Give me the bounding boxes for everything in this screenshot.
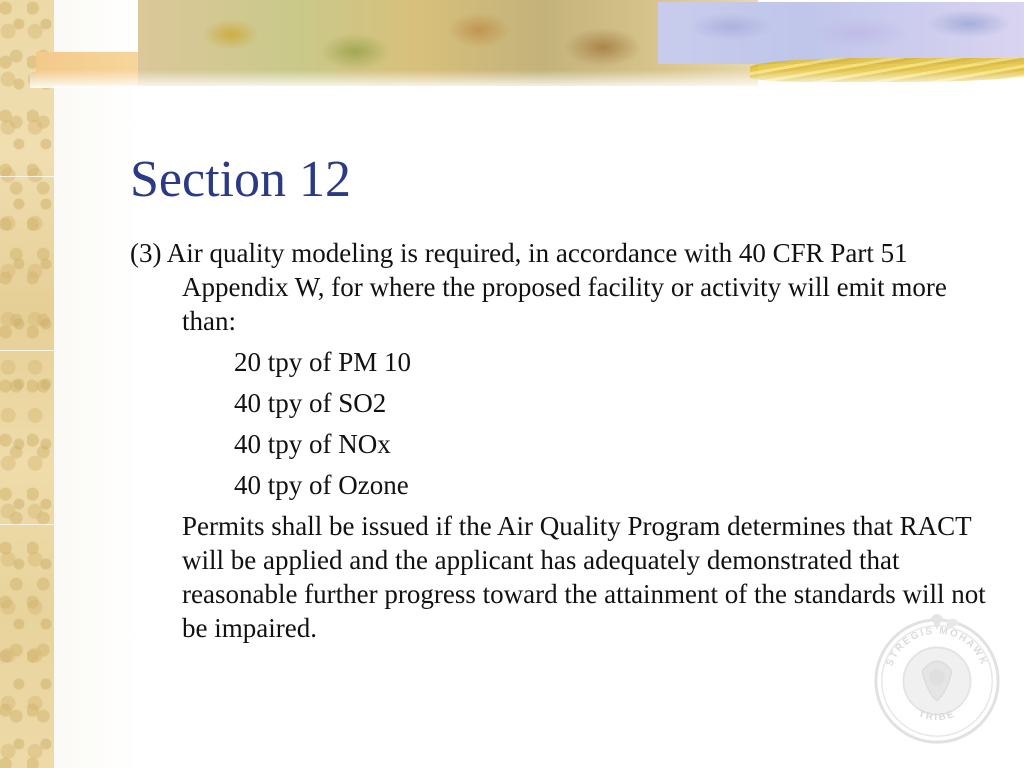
tribal-seal-icon xyxy=(868,612,1006,750)
threshold-item: 40 tpy of NOx xyxy=(234,429,391,459)
threshold-item: 40 tpy of SO2 xyxy=(234,388,387,418)
conclusion-paragraph: Permits shall be issued if the Air Quality Program determines that RACT will be applied and the applicant has adequately demonstrated that reasonable further progress toward the attainment of the standards will not be impaired. xyxy=(182,511,986,643)
strip-divider xyxy=(0,524,54,525)
banner-fade xyxy=(30,70,1024,88)
slide-body xyxy=(130,236,990,645)
left-decorative-strip xyxy=(0,0,54,768)
seal-bottom-text: TRIBE xyxy=(916,708,958,724)
threshold-item: 40 tpy of Ozone xyxy=(234,470,409,500)
top-collage-banner xyxy=(30,0,1024,88)
banner-blue-image xyxy=(658,2,1024,64)
slide-title: Section 12 xyxy=(130,151,351,208)
seal-top-text: STREGIS MOHAWK xyxy=(884,625,990,668)
intro-paragraph: (3) Air quality modeling is required, in accordance with 40 CFR Part 51 Appendix W, for where the proposed facility or activity will emit more than: xyxy=(130,238,947,336)
strip-divider xyxy=(0,176,54,177)
threshold-item: 20 tpy of PM 10 xyxy=(234,347,412,377)
strip-divider xyxy=(0,350,54,351)
